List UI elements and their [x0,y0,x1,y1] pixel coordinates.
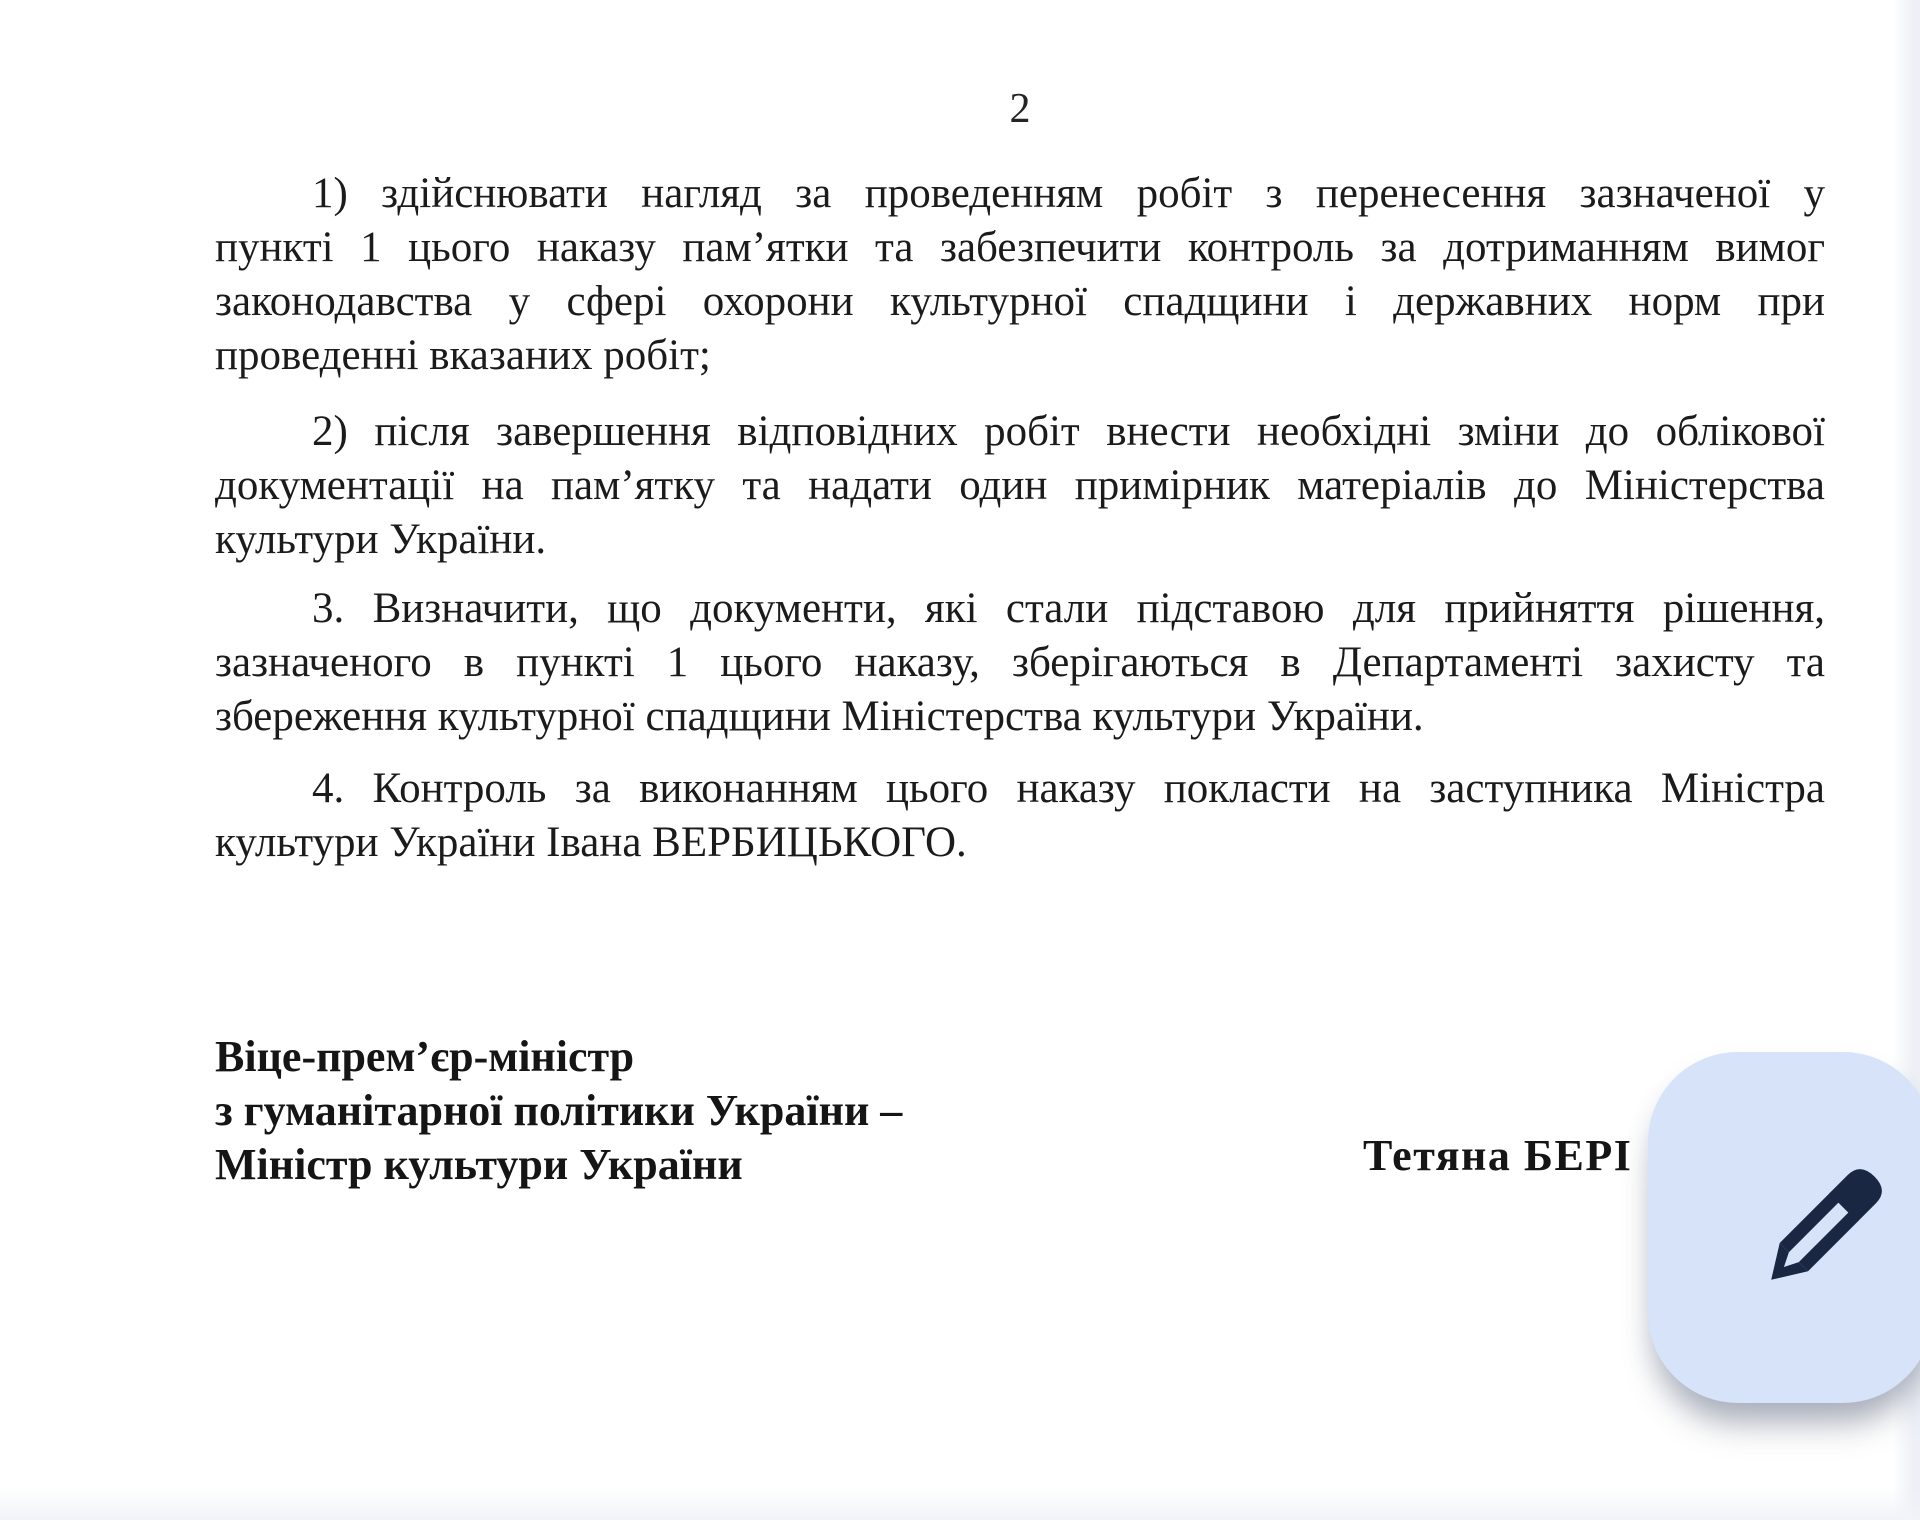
edit-button[interactable] [1648,1052,1920,1403]
paragraph-3 [215,582,1825,744]
page-number: 2 [1009,86,1031,132]
signature-title-line-3: Міністр культури України [215,1140,743,1189]
signature-title-line-2: з гуманітарної політики України – [215,1086,903,1135]
body-line: проведенні вказаних робіт; [215,332,711,379]
pencil-icon [1735,1146,1905,1316]
body-line: документації на пам’ятку та надати один примірник матеріалів до Міністерства [215,462,1825,509]
body-line: 3. Визначити, що документи, які стали підставою для прийняття рішення, [312,585,1825,632]
body-line: культури України. [215,516,547,563]
body-line: культури України Івана ВЕРБИЦЬКОГО. [215,819,967,866]
body-line: зазначеного в пункті 1 цього наказу, зберігаються в Департаменті захисту та [215,639,1825,686]
body-line: законодавства у сфері охорони культурної спадщини і державних норм при [215,278,1825,325]
body-line: 4. Контроль за виконанням цього наказу покласти на заступника Міністра [312,765,1825,812]
paragraph-4 [215,762,1825,870]
signature-block [215,1030,902,1192]
signature-title-line-1: Віце-прем’єр-міністр [215,1032,635,1081]
signature-name: Тетяна БЕРІ [1363,1131,1633,1180]
body-line: збереження культурної спадщини Міністерства культури України. [215,693,1424,740]
body-line: пункті 1 цього наказу пам’ятки та забезпечити контроль за дотриманням вимог [215,224,1825,271]
viewer-edge-bottom [0,1488,1920,1520]
paragraph-1 [215,167,1825,383]
body-line: 1) здійснювати нагляд за проведенням робіт з перенесення зазначеної у [312,170,1825,217]
paragraph-2 [215,405,1825,567]
body-line: 2) після завершення відповідних робіт внести необхідні зміни до облікової [312,408,1825,455]
